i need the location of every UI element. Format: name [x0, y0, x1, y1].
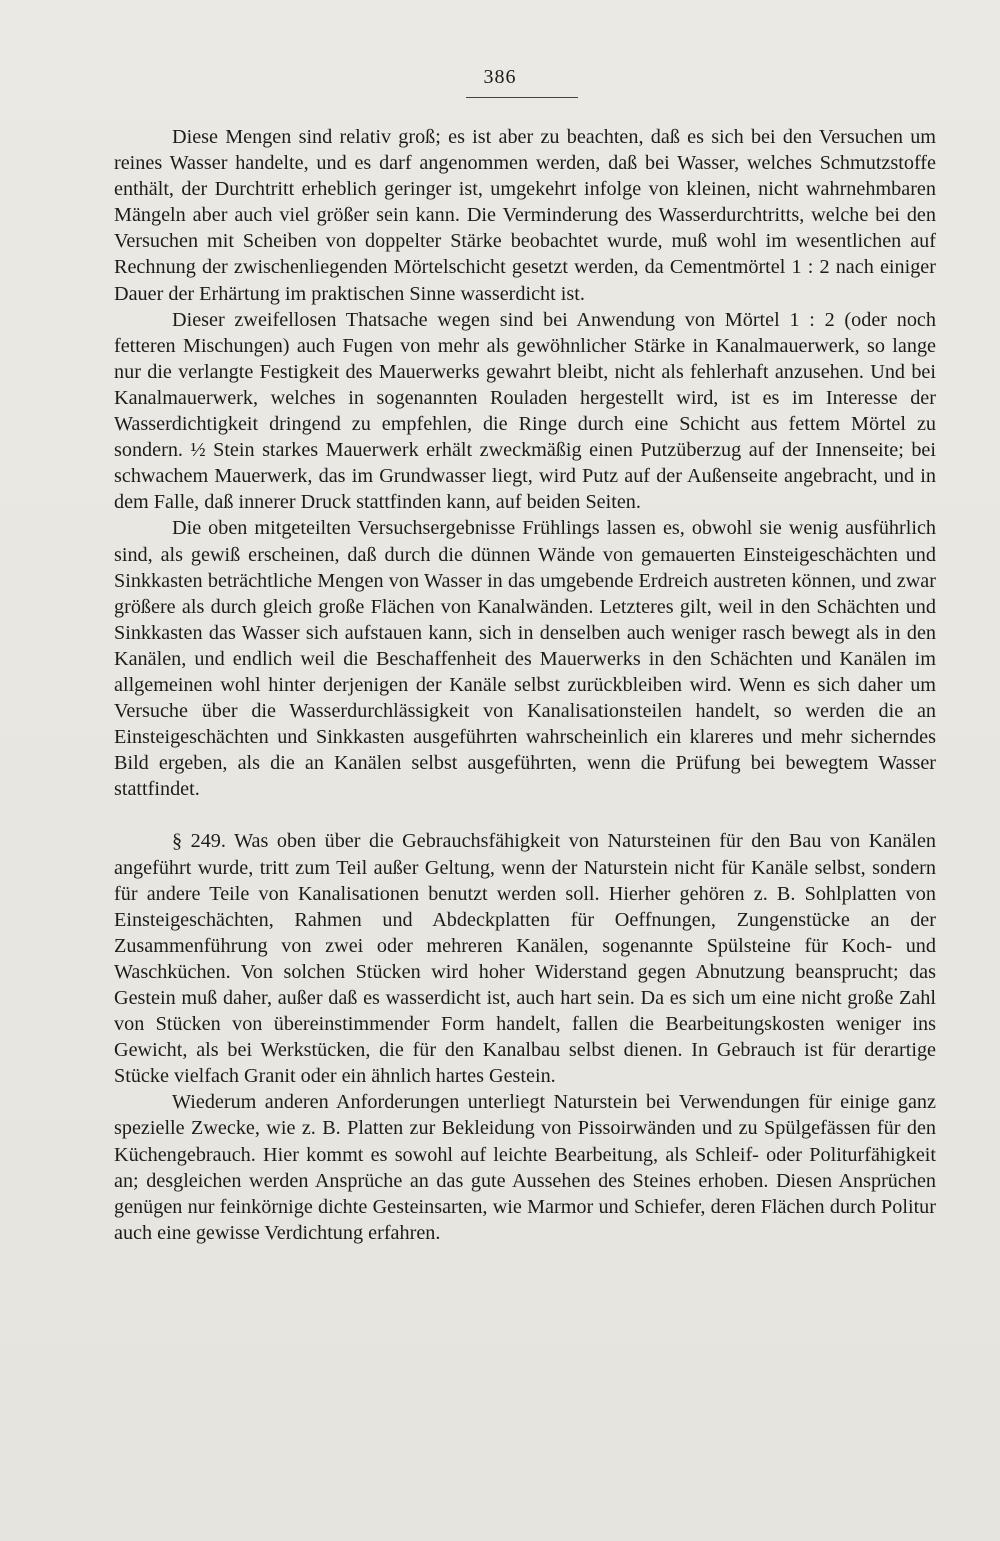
paragraph-mengen: Diese Mengen sind relativ groß; es ist aber zu beachten, daß es sich bei den Versuchen um reines Wasser handelte, und es darf angenommen werden, daß bei Wasser, welches Schmutzstoffe enthält, der Durchtritt erheblich geringer ist, umgekehrt infolge von kleinen, nicht wahrnehmbaren Mängeln aber auch viel größer sein kann. Die Verminderung des Wasserdurchtritts, welche bei den Versuchen mit Scheiben von doppelter Stärke beobachtet wurde, muß wohl im wesentlichen auf Rechnung der zwischenliegenden Mörtelschicht gesetzt werden, da Cementmörtel 1 : 2 nach einiger Dauer der Erhärtung im praktischen Sinne wasserdicht ist.: [114, 126, 936, 305]
page-number: 386: [483, 66, 517, 88]
paragraph-anforderungen: Wiederum anderen Anforderungen unterliegt Naturstein bei Verwendungen für einige ganz spezielle Zwecke, wie z. B. Platten zur Bekleidung von Pissoirwänden und zu Spülgefässen für den Küchengebrauch. Hier kommt es sowohl auf leichte Bearbeitung, als Schleif- oder Politurfähigkeit an; desgleichen werden Ansprüche an das gute Aussehen des Steines erhoben. Diesen Ansprüchen genügen nur feinkörnige dichte Gesteinsarten, wie Marmor und Schiefer, deren Flächen durch Politur auch eine gewisse Verdichtung erfahren.: [114, 1091, 936, 1244]
paragraph-section-249: § 249. Was oben über die Gebrauchsfähigkeit von Natursteinen für den Bau von Kanälen angeführt wurde, tritt zum Teil außer Geltung, wenn der Naturstein nicht für Kanäle selbst, sondern für andere Teile von Kanalisationen benutzt werden soll. Hierher gehören z. B. Sohlplatten von Einsteigeschächten, Rahmen und Abdeckplatten für Oeffnungen, Zungenstücke an der Zusammenführung von zwei oder mehreren Kanälen, sogenannte Spülsteine für Koch- und Waschküchen. Von solchen Stücken wird hoher Widerstand gegen Abnutzung beansprucht; das Gestein muß daher, außer daß es wasserdicht ist, auch hart sein. Da es sich um eine nicht große Zahl von Stücken von übereinstimmender Form handelt, fallen die Bearbeitungskosten weniger ins Gewicht, als bei Werkstücken, die für den Kanalbau selbst dienen. In Gebrauch ist für derartige Stücke vielfach Granit oder ein ähnlich hartes Gestein.: [114, 830, 936, 1088]
paragraph-versuchsergebnisse: Die oben mitgeteilten Versuchsergebnisse Frühlings lassen es, obwohl sie wenig ausführlich sind, als gewiß erscheinen, daß durch die dünnen Wände von gemauerten Einsteigeschächten und Sinkkasten beträchtliche Mengen von Wasser in das umgebende Erdreich austreten können, und zwar größere als durch gleich große Flächen von Kanalwänden. Letzteres gilt, weil in den Schächten und Sinkkasten das Wasser sich aufstauen kann, sich in denselben auch weniger rasch bewegt als in den Kanälen, und endlich weil die Beschaffenheit des Mauerwerks in den Schächten und Kanälen im allgemeinen wohl hinter derjenigen der Kanäle selbst zurückbleiben wird. Wenn es sich daher um Versuche über die Wasserdurchlässigkeit von Kanalisationsteilen handelt, so werden die an Einsteigeschächten und Sinkkasten ausgeführten wahrscheinlich ein klareres und mehr sicherndes Bild ergeben, als die an Kanälen selbst ausgeführten, wenn die Prüfung bei bewegtem Wasser stattfindet.: [114, 517, 936, 801]
header-rule: [466, 97, 578, 98]
paragraph-thatsache: Dieser zweifellosen Thatsache wegen sind bei Anwendung von Mörtel 1 : 2 (oder noch fetteren Mischungen) auch Fugen von mehr als gewöhnlicher Stärke in Kanalmauerwerk, so lange nur die verlangte Festigkeit des Mauerwerks gewahrt bleibt, nicht als fehlerhaft anzusehen. Und bei Kanalmauerwerk, welches in sogenannten Rouladen hergestellt wird, ist es im Interesse der Wasserdichtigkeit dringend zu empfehlen, die Ringe durch eine Schicht aus fettem Mörtel zu sondern. ½ Stein starkes Mauerwerk erhält zweckmäßig einen Putzüberzug auf der Innenseite; bei schwachem Mauerwerk, das im Grundwasser liegt, wird Putz auf der Außenseite angebracht, und in dem Falle, daß innerer Druck stattfinden kann, auf beiden Seiten.: [114, 308, 936, 514]
body-text: [114, 124, 936, 1246]
